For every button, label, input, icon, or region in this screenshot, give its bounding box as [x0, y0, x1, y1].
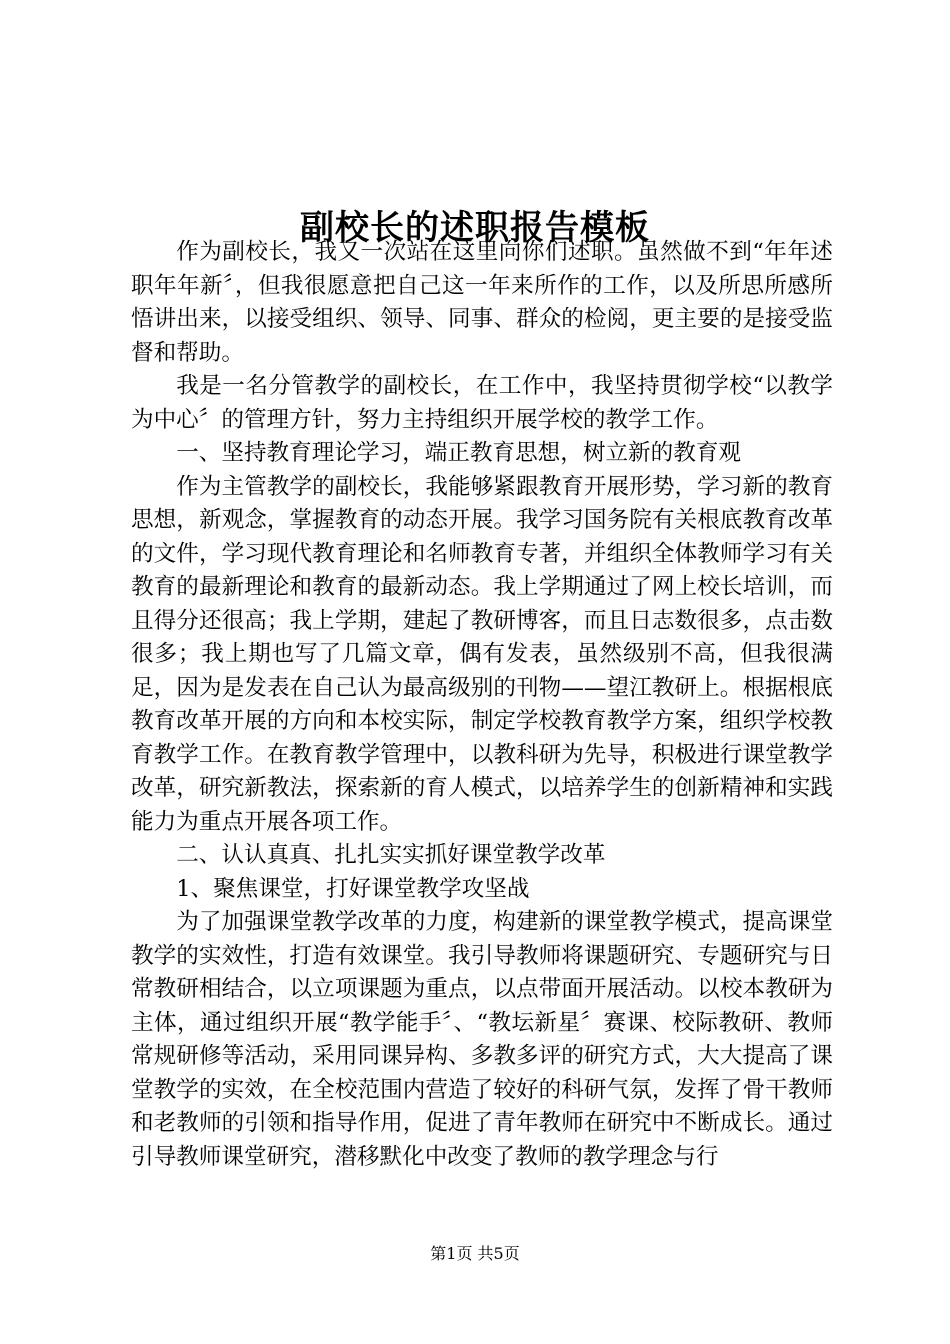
paragraph-role: 我是一名分管教学的副校长，在工作中，我坚持贯彻学校“以教学为中心〞的管理方针，努力主持组织开展学校的教学工作。: [131, 373, 833, 433]
document-title: 副校长的述职报告模板: [300, 207, 650, 248]
section-heading-1: 一、坚持教育理论学习，端正教育思想，树立新的教育观: [176, 440, 742, 466]
paragraph-section-1: 作为主管教学的副校长，我能够紧跟教育开展形势，学习新的教育思想，新观念，掌握教育的动态开展。我学习国务院有关根底教育改革的文件，学习现代教育理论和名师教育专著，并组织全体教师学习有关教育的最新理论和教育的最新动态。我上学期通过了网上校长培训，而且得分还很高；我上学期，建起了教研博客，而且日志数很多，点击数很多；我上期也写了几篇文章，偶有发表，虽然级别不高，但我很满足，因为是发表在自己认为最高级别的刊物——望江教研上。根据根底教育改革开展的方向和本校实际，制定学校教育教学方案，组织学校教育教学工作。在教育教学管理中，以教科研为先导，积极进行课堂教学改革，研究新教法，探索新的育人模式，以培养学生的创新精神和实践能力为重点开展各项工作。: [131, 473, 833, 835]
document-body: [131, 236, 833, 1174]
subsection-heading-2-1: 1、聚焦课堂，打好课堂教学攻坚战: [176, 875, 530, 902]
page-footer: 第1页 共5页: [430, 1244, 520, 1263]
paragraph-section-2-1: 为了加强课堂教学改革的力度，构建新的课堂教学模式，提高课堂教学的实效性，打造有效课堂。我引导教师将课题研究、专题研究与日常教研相结合，以立项课题为重点，以点带面开展活动。以校本教研为主体，通过组织开展“教学能手〞、“教坛新星〞赛课、校际教研、教师常规研修等活动，采用同课异构、多教多评的研究方式，大大提高了课堂教学的实效，在全校范围内营造了较好的科研气氛，发挥了骨干教师和老教师的引领和指导作用，促进了青年教师在研究中不断成长。通过引导教师课堂研究，潜移默化中改变了教师的教学理念与行: [131, 909, 833, 1170]
section-heading-2: 二、认认真真、扎扎实实抓好课堂教学改革: [176, 842, 606, 868]
paragraph-intro: 作为副校长，我又一次站在这里向你们述职。虽然做不到“年年述职年年新〞，但我很愿意把自己这一年来所作的工作，以及所思所感所悟讲出来，以接受组织、领导、同事、群众的检阅，更主要的是接受监督和帮助。: [131, 239, 833, 366]
